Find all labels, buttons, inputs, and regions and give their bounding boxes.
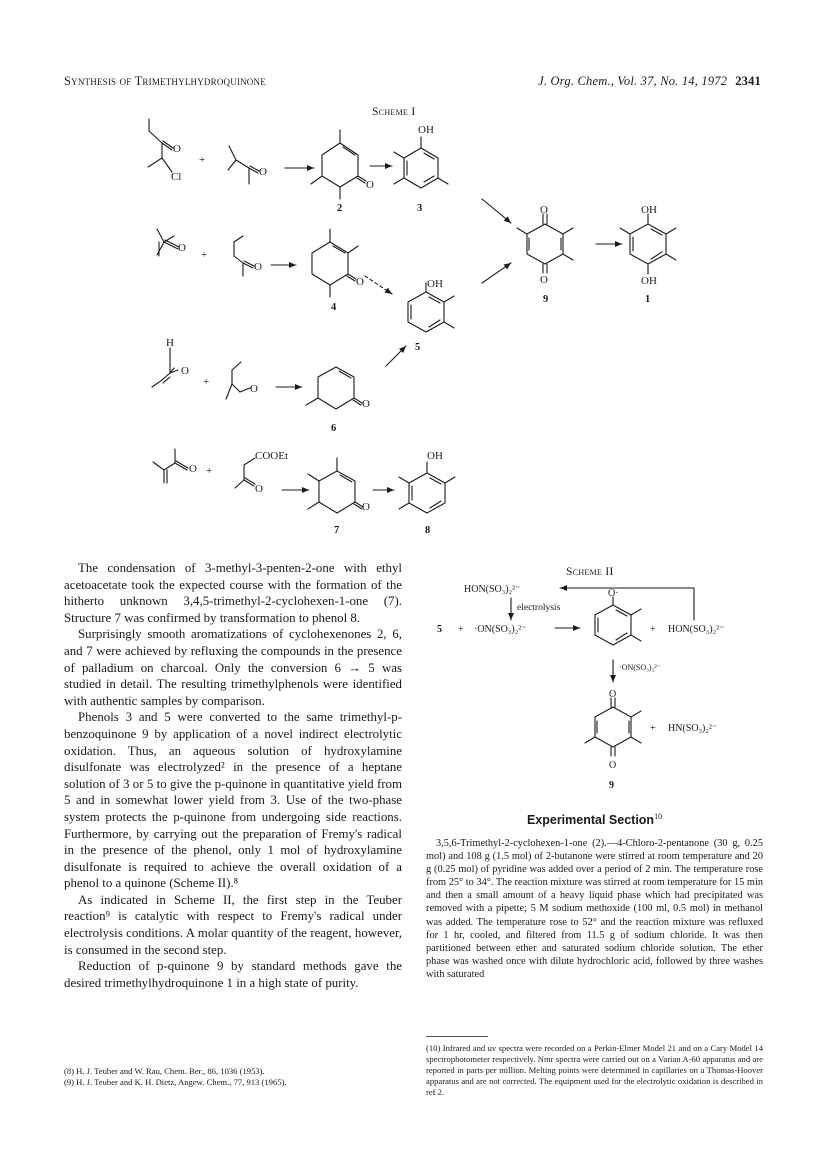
compound-number: 1 (645, 294, 651, 305)
plus-sign: + (458, 624, 464, 635)
compound-3-structure (394, 137, 448, 188)
atom-label: COOEt (255, 450, 288, 462)
body-paragraph: Phenols 3 and 5 were converted to the same trimethyl-p-benzoquinone 9 by application of a novel indirect electrolytic oxidation. Thus, an aqueous solution of hydroxylamine disulfonate was electrolyzed² in the presence of a heptane solution of 3 or 5 to give the p-quinone in quantitative yield from 5 and in somewhat lower yield from 3. Use of the two-phase system protects the p-quinone from undergoing side reactions. Furthermore, by carrying out the preparation of Fremy's radical in the presence of the phenol, only 1 mol of hydroxylamine disulfonate is required to achieve the overall oxidation of a phenol to a quinone (Scheme II).⁸ (64, 710, 402, 891)
scheme-2-drawing (511, 588, 694, 756)
scheme-1-title: Scheme I (372, 106, 416, 118)
footnotes-left (64, 1066, 404, 1088)
experimental-paragraph: 3,5,6-Trimethyl-2-cyclohexen-1-one (2).—4-Chloro-2-pentanone (30 g, 0.25 mol) and 108 g (1.5 mol) of 2-butanone were stirred at room temperature and 20 g (0.25 mol) of pyridine was added over a period of 2 min. The temperature rose from 25° to 34°. The reaction mixture was stirred at room temperature for 15 min and then a small amount of a heavy liquid phase which had precipitated was removed with a pipette; 5 M sodium methoxide (100 ml, 0.5 mol) in methanol was added. The temperature rose to 52° and the reaction mixture was refluxed for 1 hr, cooled, and filtered from 11.5 g of sodium chloride. It was then partitioned between ether and saturated sodium chloride solution. The ether phase was washed once with dilute hydrochloric acid, followed by three washes with saturated (426, 838, 763, 980)
body-paragraph: As indicated in Scheme II, the first step in the Teuber reaction⁹ is catalytic with respect to Fremy's radical under electrolysis conditions. A molar quantity of the reagent, however, is consumed in the second step. (64, 892, 402, 957)
reagent-hon-product: HON(SO₃)₂²⁻ (668, 624, 725, 635)
atom-label: O (259, 166, 267, 178)
footnote-8: (8) H. J. Teuber and W. Rau, Chem. Ber., 86, 1036 (1953). (64, 1066, 265, 1076)
atom-label: O (178, 242, 186, 254)
atom-label: O (609, 760, 617, 771)
reagent-hn: HN(SO₃)₂²⁻ (668, 723, 718, 734)
atom-label: OH (641, 275, 657, 287)
compound-4-structure (312, 229, 358, 297)
body-paragraph: The condensation of 3-methyl-3-penten-2-one with ethyl acetoacetate took the expected course with the formation of the hitherto unknown 3,4,5-trimethyl-2-cyclohexen-1-one (7). Structure 7 was confirmed by transformation to phenol 8. (64, 561, 402, 625)
compound-6-structure (306, 367, 362, 409)
running-title: Synthesis of Trimethylhydroquinone (64, 74, 266, 88)
reagent-hon: HON(SO₃)₂²⁻ (464, 584, 521, 595)
plus-sign: + (199, 154, 206, 166)
atom-label: O (356, 276, 364, 288)
footnote-rule (426, 1036, 488, 1037)
footnote-10: (10) Infrared and uv spectra were recorded on a Perkin-Elmer Model 21 and on a Cary Model 14 spectrophotometer respectively. Nmr spectra were carried out on a Varian A-60 apparatus and are reported in parts per million. Melting points were determined in capillaries on a Thomas-Hoover apparatus and are not corrected. The equipment used for the electrolytic oxidation is described in ref 2. (426, 1043, 763, 1097)
compound-9-structure (517, 214, 573, 273)
atom-label: O (254, 261, 262, 273)
journal-info: J. Org. Chem., Vol. 37, No. 14, 1972 (538, 74, 728, 88)
page-number: 2341 (735, 74, 761, 88)
atom-label: O (250, 383, 258, 395)
body-paragraph: Surprisingly smooth aromatizations of cyclohexenones 2, 6, and 7 were achieved by refluxing the compounds in the presence of palladium on charcoal. Only the conversion 6 → 5 was studied in detail. The resulting trimethylphenols were identified with authentic samples by comparison. (64, 627, 402, 708)
compound-5-structure (408, 283, 454, 332)
plus-sign: + (650, 624, 656, 635)
body-paragraph: Reduction of p-quinone 9 by standard methods gave the desired trimethylhydroquinone 1 in a high state of purity. (64, 959, 402, 990)
electrolysis-label: electrolysis (517, 603, 561, 613)
atom-label: O (609, 689, 617, 700)
methylpentenone-structure (153, 449, 188, 483)
atom-label: O (173, 143, 181, 155)
plus-sign: + (203, 376, 210, 388)
atom-label: O (189, 463, 197, 475)
vinyl-ketone-structure (157, 229, 179, 256)
compound-number: 2 (337, 203, 343, 214)
ethyl-acetoacetate-structure (235, 458, 255, 488)
atom-label: O (362, 501, 370, 513)
compound-number: 9 (543, 294, 549, 305)
atom-label: Cl (171, 171, 182, 183)
compound-2-structure (311, 130, 366, 199)
compound-1-structure (620, 214, 676, 274)
heading-ref: 10 (654, 812, 663, 821)
atom-label: O (362, 398, 370, 410)
atom-label: O· (608, 588, 619, 599)
plus-sign: + (201, 249, 208, 261)
compound-number: 5 (437, 624, 442, 635)
atom-label: H (166, 337, 174, 349)
compound-number: 4 (331, 302, 337, 313)
footnote-9: (9) H. J. Teuber and K. H. Dietz, Angew. Chem., 77, 913 (1965). (64, 1077, 287, 1087)
atom-label: O (255, 483, 263, 495)
reagent-on-small: ·ON(SO₃)₂²⁻ (619, 663, 661, 672)
atom-label: O (540, 274, 548, 286)
reagent-on-radical: ·ON(SO₃)₂²⁻ (474, 624, 527, 635)
plus-sign: + (650, 723, 656, 734)
compound-7-structure (308, 458, 363, 513)
body-left-column (64, 560, 402, 991)
compound-number: 5 (415, 342, 421, 353)
chloropentanone-structure (148, 119, 173, 172)
atom-label: O (540, 204, 548, 216)
compound-number: 6 (331, 423, 337, 434)
plus-sign: + (206, 465, 213, 477)
atom-label: OH (418, 124, 434, 136)
crotonaldehyde-structure (152, 348, 178, 387)
compound-number: 8 (425, 525, 431, 536)
heading-text: Experimental Section (526, 813, 655, 828)
atom-label: OH (427, 278, 443, 290)
atom-label: OH (427, 450, 443, 462)
experimental-heading (426, 812, 763, 827)
atom-label: O (366, 179, 374, 191)
compound-number: 9 (609, 780, 614, 791)
compound-8-structure (399, 462, 455, 513)
experimental-column (426, 837, 763, 981)
pentanone-structure (234, 236, 254, 276)
butanone-structure (228, 146, 259, 184)
compound-number: 7 (334, 525, 340, 536)
compound-number: 3 (417, 203, 423, 214)
scheme-2-title: Scheme II (566, 566, 614, 578)
atom-label: OH (641, 204, 657, 216)
atom-label: O (181, 365, 189, 377)
butanone-2-structure (226, 362, 250, 399)
